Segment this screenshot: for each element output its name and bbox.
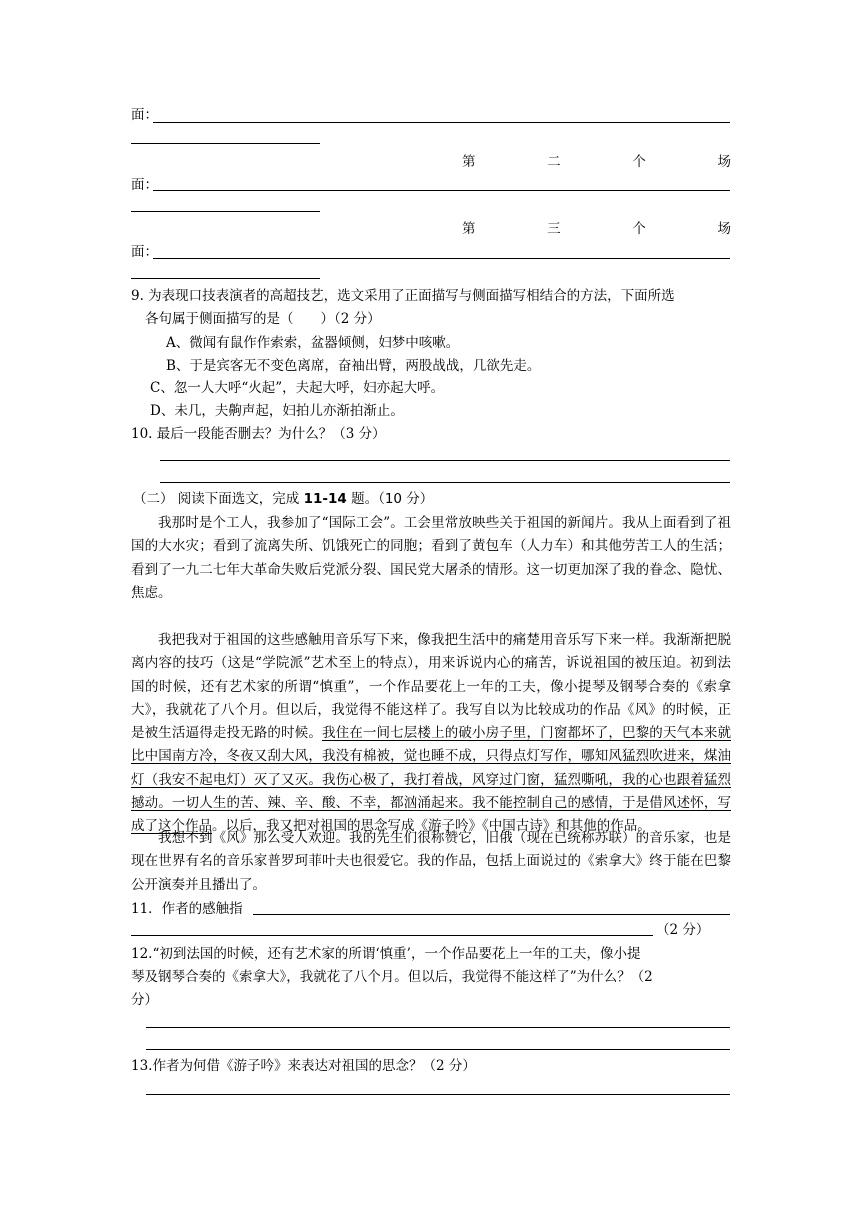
q9-option-a: A、微闻有鼠作作索索，盆器倾侧，妇梦中咳嗽。 [166,335,460,351]
section-question-range: 11-14 [303,491,347,507]
scene-word-num: 三 [547,221,561,237]
answer-line[interactable] [160,482,730,483]
answer-line[interactable] [131,278,320,279]
q12-line-1: 12.“初到法国的时候，还有艺术家的所谓‘慎重’，一个作品要花上一年的工夫，像小提 [131,946,641,962]
q10-stem: 10. 最后一段能否删去？为什么？（3 分） [131,426,386,442]
scene-word-di: 第 [462,221,476,237]
scene-word-num: 二 [547,154,561,170]
answer-line[interactable] [153,190,730,191]
section-heading-pre: （二） 阅读下面选文，完成 [133,491,304,507]
answer-line[interactable] [253,914,730,915]
scene-word-ge: 个 [632,221,646,237]
scene-2-heading [462,152,731,172]
q9-option-c: C、忽一人大呼“火起”，夫起大呼，妇亦起大呼。 [150,380,445,396]
q13-stem: 13.作者为何借《游子吟》来表达对祖国的思念？（2 分） [131,1058,476,1074]
passage-p2-tail: 。以后，我又把对祖国的思念写成《游子吟》《中国古诗》和其他的作品。 [212,818,651,835]
q11-stem: 11．作者的感触指 [131,901,243,917]
scene-word-ge: 个 [632,154,646,170]
q9-option-d: D、未几，夫齁声起，妇拍儿亦渐拍渐止。 [150,403,404,419]
scene-word-di: 第 [462,154,476,170]
passage-paragraph-2 [131,629,731,839]
q12-line-2: 琴及钢琴合奏的《索拿大》，我就花了八个月。但以后，我觉得不能这样了”为什么？（2 [131,969,653,985]
answer-line[interactable] [153,258,730,259]
section-score: 10 [384,491,403,507]
passage-paragraph-1: 我那时是个工人，我参加了“国际工会”。工会里常放映些关于祖国的新闻片。我从上面看到了祖国的大水灾；看到了流离失所、饥饿死亡的同胞；看到了黄包车（人力车）和其他劳苦工人的生活；看到了一九二七年大革命失败后党派分裂、国民党大屠杀的情形。这一切更加深了我的眷念、隐忧、焦虑。 [131,515,731,601]
section-2-heading [133,489,433,509]
q9-stem-line-2: 各句属于侧面描写的是（ ）（2 分） [145,311,381,327]
section-heading-mid: 题。（ [346,491,385,507]
q9-stem-line-1: 9. 为表现口技表演者的高超技艺，选文采用了正面描写与侧面描写相结合的方法，下面所选 [131,288,675,304]
scene-3-heading [462,219,731,239]
passage-p2-text: 我把我对于祖国的这些感触用音乐写下来，像我把生活中的痛楚用音乐写下来一样。我渐渐把脱离内容的技巧（这是“学院派”艺术至上的特点），用来诉说内心的痛苦，诉说祖国的被压迫。初到法国的时候，还有艺术家的所谓“慎重”，一个作品要花上一年的工夫，像小提琴及钢琴合奏的《索拿大》，我就花了八个月。但以后，我觉得不能这样了。我写自以为比较成功的作品《风》的时候，正是被生活逼得走投无路的时候。 [131,632,731,742]
answer-line[interactable] [160,460,730,461]
q9-option-b: B、于是宾客无不变色离席，奋袖出臂，两股战战，几欲先走。 [166,358,541,374]
scene-word-chang: 场 [717,154,731,170]
answer-line[interactable] [146,1049,730,1050]
scene-word-chang: 场 [717,221,731,237]
scene-label-mian: 面： [131,177,158,193]
q11-score: （2 分） [656,922,710,938]
answer-line[interactable] [146,1094,730,1095]
passage-paragraph-3: 我想不到《风》那么受人欢迎。我的先生们很称赞它，旧俄（现在已统称苏联）的音乐家，也是现在世界有名的音乐家普罗珂菲叶夫也很爱它。我的作品，包括上面说过的《索拿大》终于能在巴黎公开演奏并且播出了。 [131,830,731,893]
passage-underlined-excerpt: 我住在一间七层楼上的破小房子里，门窗都坏了，巴黎的天气本来就比中国南方冷，冬夜又刮大风，我没有棉被，觉也睡不成，只得点灯写作，哪知风猛烈吹进来，煤油灯（我安不起电灯）灭了又灭。我伤心极了，我打着战，风穿过门窗，猛烈嘶吼，我的心也跟着猛烈撼动。一切人生的苦、辣、辛、酸、不幸，都汹涌起来。我不能控制自己的感情，于是借风述怀，写成了这个作品 [131,725,731,835]
answer-line[interactable] [153,122,730,123]
answer-line[interactable] [146,1027,730,1028]
scene-label-mian: 面： [131,244,158,260]
q12-line-3: 分） [131,992,158,1008]
section-heading-post: 分） [402,491,434,507]
answer-line[interactable] [131,143,320,144]
answer-line[interactable] [131,211,320,212]
scene-label-mian: 面： [131,107,158,123]
answer-line[interactable] [131,935,653,936]
